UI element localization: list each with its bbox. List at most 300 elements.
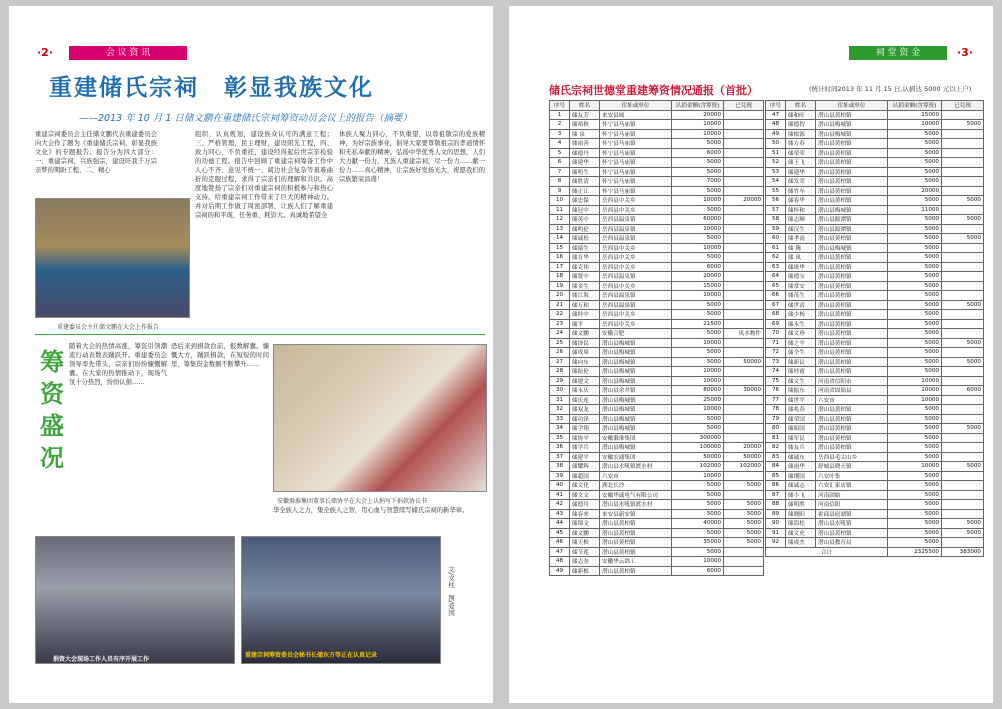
table-cell	[724, 120, 764, 130]
table-cell: 储茂生	[786, 291, 816, 301]
table-cell: 潜山县梅城镇	[600, 405, 672, 415]
table-cell: 28	[550, 367, 570, 377]
table-cell: 10	[550, 196, 570, 206]
table-cell: 储王飞	[786, 158, 816, 168]
table-cell: 63	[766, 262, 786, 272]
table-cell: 储学翔	[570, 424, 600, 434]
table-cell: 潜山县黄柏镇	[816, 528, 888, 538]
table-cell: 舒城县晓天镇	[816, 462, 888, 472]
table-cell	[942, 319, 984, 329]
table-cell: 76	[766, 386, 786, 396]
table-cell: 68	[766, 310, 786, 320]
table-cell: 潜山县梅城镇	[600, 338, 672, 348]
table-cell: 储桂中	[570, 310, 600, 320]
table-row	[550, 357, 764, 367]
table-cell: 储兆春	[786, 405, 816, 415]
table-cell: 储少杨	[786, 310, 816, 320]
table-cell: 潜山县源潭镇	[816, 224, 888, 234]
table-row	[766, 253, 984, 263]
table-cell: 潜山县梅城镇	[600, 376, 672, 386]
table-cell: 19	[550, 281, 570, 291]
table-cell: 5000	[672, 481, 724, 491]
table-cell: 5000	[672, 414, 724, 424]
article-column-1: 重建宗祠委员会主任储文鹏代表重建委员会向大会作了题为《重建储氏宗祠，彰显我族文化》的专题报告。报告分为四大部分：一、重建宗祠，兴族强宗，建设旺我千万宗亲梦的期盼工程，二、精心	[35, 131, 157, 174]
table-cell: 10000	[672, 405, 724, 415]
table-row	[550, 433, 764, 443]
table-cell: 56	[766, 196, 786, 206]
table-cell: 5000	[942, 338, 984, 348]
table-cell	[942, 110, 984, 120]
table-cell	[724, 557, 764, 567]
donation-table-right	[765, 100, 984, 557]
table-cell: 5000	[888, 405, 942, 415]
table-cell	[724, 319, 764, 329]
table-cell: 岳西县温泉镇	[600, 272, 672, 282]
table-row	[766, 167, 984, 177]
table-cell: 储新民	[786, 357, 816, 367]
photo-speaker-at-podium	[35, 198, 190, 318]
table-cell: 储英中	[570, 215, 600, 225]
table-cell: 21	[550, 300, 570, 310]
table-cell: 35000	[672, 538, 724, 548]
table-cell: 5000	[942, 424, 984, 434]
table-row	[550, 139, 764, 149]
table-cell: 5000	[888, 443, 942, 453]
table-cell: 78	[766, 405, 786, 415]
table-cell: 潜山县黄柏镇	[600, 528, 672, 538]
table-cell	[942, 186, 984, 196]
table-cell: 岳西县温泉镇	[600, 234, 672, 244]
table-cell: 储发荣	[786, 177, 816, 187]
table-cell	[724, 566, 764, 576]
table-cell: 储成杰	[786, 538, 816, 548]
table-cell: 5000	[888, 481, 942, 491]
table-cell: 潜山县黄柏镇	[816, 338, 888, 348]
table-cell: 储天根	[570, 538, 600, 548]
table-row	[766, 205, 984, 215]
table-cell: 潜山县水吼镇渡水村	[600, 462, 672, 472]
table-cell: 储振东	[786, 386, 816, 396]
table-cell: 5000	[672, 234, 724, 244]
table-cell: 10000	[672, 196, 724, 206]
table-cell: 10000	[672, 367, 724, 377]
table-cell: 潜山县黄柏镇	[816, 234, 888, 244]
table-cell: 储德川	[570, 500, 600, 510]
table-cell	[942, 129, 984, 139]
table-cell	[724, 253, 764, 263]
table-row	[550, 167, 764, 177]
table-row	[766, 262, 984, 272]
table-cell: 潜山县水吼镇	[816, 519, 888, 529]
table-cell: 6000	[672, 566, 724, 576]
table-cell: 21500	[672, 319, 724, 329]
table-cell: 10000	[672, 291, 724, 301]
table-row	[550, 196, 764, 206]
table-cell: 潜山县黄柏镇	[816, 319, 888, 329]
table-row	[766, 452, 984, 462]
table-cell: 10000	[672, 376, 724, 386]
table-cell: 储诚志	[786, 481, 816, 491]
table-cell: 储斑华	[786, 262, 816, 272]
table-cell: 潜山县黄柏镇	[816, 348, 888, 358]
table-cell: 6	[550, 158, 570, 168]
table-cell: 5000	[672, 500, 724, 510]
table-cell: 储孝南	[786, 234, 816, 244]
table-cell: 10000	[888, 395, 942, 405]
table-cell: 5000	[888, 509, 942, 519]
table-cell: 5000	[672, 348, 724, 358]
table-cell: 73	[766, 357, 786, 367]
table-cell: 47	[766, 110, 786, 120]
table-cell: 57	[766, 205, 786, 215]
table-cell: 30000	[724, 386, 764, 396]
table-cell: 岳西县温泉镇	[600, 224, 672, 234]
section-tab-funds: 祠 堂 资 金	[849, 46, 947, 60]
table-cell: 潜山县黄柏镇	[816, 414, 888, 424]
table-cell: 5000	[888, 253, 942, 263]
table-row	[550, 243, 764, 253]
section-divider	[35, 334, 485, 335]
table-cell: 5000	[888, 139, 942, 149]
table-cell: 潜山县梅城镇	[600, 357, 672, 367]
table-cell: 52	[766, 158, 786, 168]
table-cell: 潜山县黄柏镇	[816, 329, 888, 339]
table-cell: 安徽华诚电气有限公司	[600, 490, 672, 500]
table-cell: 50000	[672, 452, 724, 462]
fundraising-column-3: 华全族人之力，集全族人之智，用心血与智慧续写储氏宗祠的新华章。	[273, 507, 469, 514]
table-cell: 储诚东	[786, 452, 816, 462]
table-row	[766, 414, 984, 424]
table-cell: 5000	[888, 158, 942, 168]
table-row	[766, 405, 984, 415]
table-cell: 5000	[888, 500, 942, 510]
table-cell: 储 凤	[786, 253, 816, 263]
table-cell: 3	[550, 129, 570, 139]
table-cell: 7	[550, 167, 570, 177]
table-cell	[724, 348, 764, 358]
table-cell: 储军民	[786, 433, 816, 443]
table-cell: 潜山县梅城镇	[816, 243, 888, 253]
table-cell: 5000	[942, 519, 984, 529]
table-cell	[724, 424, 764, 434]
photo1-caption: 重建委员会主任储文鹏在大会上作报告	[57, 324, 160, 331]
table-cell: 88	[766, 500, 786, 510]
table-cell: 61	[766, 243, 786, 253]
table-row	[550, 224, 764, 234]
column-header: 序号	[550, 101, 570, 111]
table-cell: 15000	[888, 110, 942, 120]
table-row	[766, 509, 984, 519]
table-cell: 62	[766, 253, 786, 263]
table-cell: 7000	[672, 177, 724, 187]
table-cell: 岳西县温泉镇	[600, 300, 672, 310]
table-row	[766, 538, 984, 548]
table-cell: 5000	[942, 234, 984, 244]
table-cell: 5000	[942, 120, 984, 130]
table-row	[766, 443, 984, 453]
table-cell: 11	[550, 205, 570, 215]
table-cell: 5000	[888, 196, 942, 206]
table-cell: 300000	[672, 433, 724, 443]
table-cell: 5000	[942, 300, 984, 310]
table-cell: 1	[550, 110, 570, 120]
table-cell: 储文鹏	[570, 329, 600, 339]
column-header: 已兑现	[942, 101, 984, 111]
table-cell: 35	[550, 433, 570, 443]
table-cell: 5000	[888, 424, 942, 434]
table-cell: 5000	[942, 357, 984, 367]
table-cell: 霍邱县扈湖镇	[816, 509, 888, 519]
table-cell	[942, 281, 984, 291]
table-cell: 储裕秋	[570, 120, 600, 130]
table-cell: 储节莲	[570, 547, 600, 557]
table-row	[550, 395, 764, 405]
table-cell: 51	[766, 148, 786, 158]
table-cell: 25000	[672, 395, 724, 405]
photo4-caption: 重建宗祠筹资委员会秘书长储东方等正在认真记录	[245, 652, 378, 659]
table-cell	[942, 509, 984, 519]
table-cell: 储春来	[570, 509, 600, 519]
photo-staff-working	[35, 536, 235, 664]
table-cell	[724, 167, 764, 177]
table-cell: 潜山县梅城镇	[600, 395, 672, 405]
table-cell: 27	[550, 357, 570, 367]
table-cell: 岳西县中关乡	[600, 243, 672, 253]
table-cell	[942, 376, 984, 386]
table-cell	[724, 205, 764, 215]
table-cell	[942, 481, 984, 491]
table-cell: 潜山县黄柏镇	[816, 186, 888, 196]
table-cell: 5000	[888, 234, 942, 244]
article-column-1b	[163, 130, 193, 196]
page-number-left: ·2·	[37, 46, 54, 59]
table-cell	[724, 405, 764, 415]
table-cell: 河南省信阳市	[816, 376, 888, 386]
table-cell: 5000	[672, 329, 724, 339]
table-row	[550, 424, 764, 434]
table-cell: 安徽滁淮集团	[600, 433, 672, 443]
table-row	[550, 538, 764, 548]
table-cell: 5000	[672, 509, 724, 519]
table-cell: 20000	[672, 272, 724, 282]
table-cell: 储向东	[570, 357, 600, 367]
table-row	[550, 443, 764, 453]
donation-table-left	[549, 100, 764, 576]
table-cell: 46	[550, 538, 570, 548]
table-cell: 六安市	[600, 471, 672, 481]
table-row	[766, 319, 984, 329]
table-cell: 8	[550, 177, 570, 187]
table-cell: 5	[550, 148, 570, 158]
table-cell: 5000	[724, 500, 764, 510]
table-cell	[942, 205, 984, 215]
table-cell: 102000	[672, 462, 724, 472]
table-cell: 10000	[672, 120, 724, 130]
table-cell: 储春华	[786, 196, 816, 206]
table-cell: 80	[766, 424, 786, 434]
table-cell: 45	[550, 528, 570, 538]
table-row	[766, 376, 984, 386]
table-cell	[942, 367, 984, 377]
table-row	[550, 557, 764, 567]
table-cell: 5000	[672, 158, 724, 168]
table-cell: 60000	[672, 215, 724, 225]
table-row	[766, 139, 984, 149]
table-cell: 储德丹	[570, 148, 600, 158]
column-header: 已兑现	[724, 101, 764, 111]
table-row	[766, 281, 984, 291]
table-cell: 42	[550, 500, 570, 510]
table-row	[550, 291, 764, 301]
table-cell: 储诚松	[570, 234, 600, 244]
table-cell: 储怀和	[786, 205, 816, 215]
table-row	[766, 310, 984, 320]
table-cell: 43	[550, 509, 570, 519]
table-row	[550, 509, 764, 519]
table-row	[550, 490, 764, 500]
table-cell: 怀宁县马庙镇	[600, 148, 672, 158]
table-cell: 储耀辉	[570, 462, 600, 472]
table-cell	[724, 262, 764, 272]
table-row	[550, 148, 764, 158]
table-row	[766, 519, 984, 529]
table-cell	[724, 310, 764, 320]
table-cell: 23	[550, 319, 570, 329]
table-cell: 储建文	[570, 376, 600, 386]
table-cell: 5000	[888, 281, 942, 291]
column-header: 住址或单位	[816, 101, 888, 111]
table-row	[550, 414, 764, 424]
photo-signing-pledge	[273, 344, 487, 492]
table-cell: 83	[766, 452, 786, 462]
table-cell: 储振伦	[570, 367, 600, 377]
table-cell	[942, 500, 984, 510]
table-cell	[724, 129, 764, 139]
table-row	[766, 528, 984, 538]
table-cell	[942, 148, 984, 158]
table-cell: 69	[766, 319, 786, 329]
table-cell: 储文鹏	[570, 528, 600, 538]
table-row	[766, 129, 984, 139]
table-cell	[724, 186, 764, 196]
table-row	[766, 120, 984, 130]
table-cell: 河南省固始县	[816, 386, 888, 396]
table-cell: 潜山县黄柏镇	[816, 148, 888, 158]
table-cell: 六安叶集	[816, 471, 888, 481]
table-cell: 5000	[888, 519, 942, 529]
table-cell: 49	[550, 566, 570, 576]
table-cell: 5000	[942, 215, 984, 225]
table-cell: 5000	[888, 433, 942, 443]
table-row	[766, 500, 984, 510]
table-cell: 10000	[672, 557, 724, 567]
fundraising-column-2: 恐后来到捐款台前，报数解囊。慷慨大方，踊跃捐款，在短短的时间里，筹集资金数额不断攀升……	[171, 343, 269, 368]
table-row	[766, 481, 984, 491]
table-cell: 5000	[888, 167, 942, 177]
table-cell	[942, 224, 984, 234]
table-cell: 储文文	[570, 490, 600, 500]
table-cell: 储建华	[570, 158, 600, 168]
table-cell: 10000	[672, 224, 724, 234]
table-cell: 90	[766, 519, 786, 529]
table-cell: 储新根	[570, 566, 600, 576]
table-cell: 15	[550, 243, 570, 253]
table-cell: 潜山县源潭镇	[816, 215, 888, 225]
table-cell: 储建平	[570, 452, 600, 462]
table-cell: 潜山县黄柏镇	[816, 405, 888, 415]
table-cell	[942, 291, 984, 301]
table-cell: 岳西县中关乡	[600, 319, 672, 329]
photo2-caption: 安徽滁淮集团董事长储协平在大会上认捐写下捐款协议书	[277, 498, 428, 505]
table-row	[766, 348, 984, 358]
table-cell: 储世清	[786, 300, 816, 310]
table-cell: 5000	[888, 215, 942, 225]
table-cell: 40	[550, 481, 570, 491]
table-cell: 储冠中	[570, 205, 600, 215]
table-cell	[942, 433, 984, 443]
table-cell: 岳西县毛尖山乡	[816, 452, 888, 462]
table-cell: 33	[550, 414, 570, 424]
table-cell: 储汉生	[786, 224, 816, 234]
table-cell: 潜山县黄柏镇	[816, 110, 888, 120]
table-cell: 储荣荣	[786, 148, 816, 158]
table-cell: 15000	[672, 281, 724, 291]
table-cell	[724, 490, 764, 500]
column-header: 认捐金额(含筹资)	[888, 101, 942, 111]
table-cell: 储雨善	[570, 139, 600, 149]
table-row	[766, 224, 984, 234]
table-row	[766, 291, 984, 301]
table-cell: 潜山县黄柏镇	[816, 357, 888, 367]
table-row	[550, 367, 764, 377]
table-row	[550, 158, 764, 168]
table-cell: 10000	[672, 129, 724, 139]
table-cell: 潜山县黄柏镇	[816, 253, 888, 263]
table-cell: 储友兵	[786, 443, 816, 453]
table-cell: 5000	[888, 329, 942, 339]
table-row	[550, 310, 764, 320]
table-cell: 29	[550, 376, 570, 386]
table-cell: 潜山县梅城镇	[600, 443, 672, 453]
table-cell: 风水物件	[724, 329, 764, 339]
table-cell	[942, 310, 984, 320]
table-cell: 5000	[724, 509, 764, 519]
section-tab-meeting-news: 会 议 资 讯	[69, 46, 187, 60]
table-cell: 2	[550, 120, 570, 130]
table-cell: 储泽民	[570, 338, 600, 348]
table-cell: 储忠保	[570, 196, 600, 206]
table-cell: 储育华	[570, 253, 600, 263]
table-cell: 储金生	[570, 281, 600, 291]
table-row	[766, 110, 984, 120]
table-cell: 22	[550, 310, 570, 320]
table-cell	[724, 395, 764, 405]
table-cell: 37	[550, 452, 570, 462]
table-row	[550, 462, 764, 472]
table-cell: 5000	[888, 310, 942, 320]
table-cell: 54	[766, 177, 786, 187]
table-cell: 5000	[888, 348, 942, 358]
table-cell: 岳西县中关乡	[600, 196, 672, 206]
table-cell: 储德智	[786, 120, 816, 130]
table-cell: 安徽华云鸽工	[600, 557, 672, 567]
table-cell: 湖北长沙	[600, 481, 672, 491]
table-cell: 91	[766, 528, 786, 538]
table-cell	[724, 338, 764, 348]
table-cell: 储永生	[786, 319, 816, 329]
table-cell: 5000	[888, 272, 942, 282]
table-cell: 岳西县中关乡	[600, 310, 672, 320]
